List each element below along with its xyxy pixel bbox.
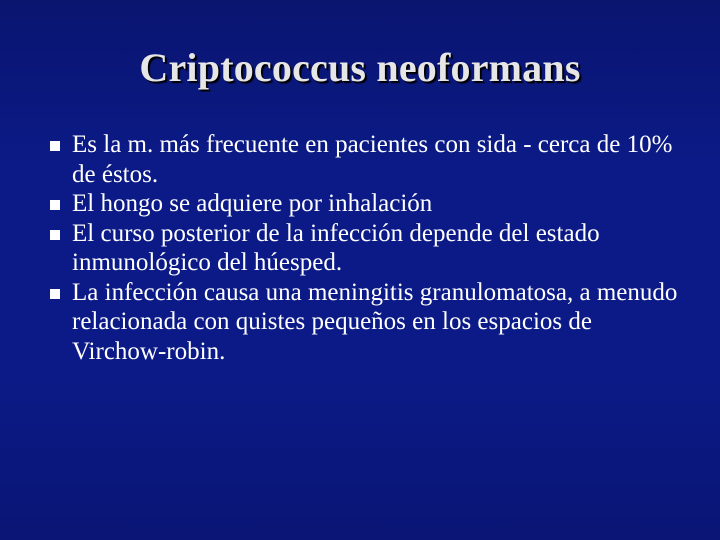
square-bullet-icon <box>50 141 60 151</box>
bullet-text: La infección causa una meningitis granulomatosa, a menudo relacionada con quistes pequeños en los espacios de Virchow-robin. <box>72 278 678 365</box>
square-bullet-icon <box>50 289 60 299</box>
bullet-list <box>50 130 690 366</box>
square-bullet-icon <box>50 230 60 240</box>
bullet-item <box>50 219 690 278</box>
slide-title: Criptococcus neoformans <box>139 45 581 90</box>
bullet-item <box>50 130 690 189</box>
bullet-text: Es la m. más frecuente en pacientes con sida - cerca de 10% de éstos. <box>72 131 673 188</box>
bullet-text: El curso posterior de la infección depende del estado inmunológico del húesped. <box>72 219 600 276</box>
bullet-text: El hongo se adquiere por inhalación <box>72 190 433 217</box>
bullet-item <box>50 278 690 367</box>
square-bullet-icon <box>50 200 60 210</box>
bullet-item <box>50 189 690 219</box>
